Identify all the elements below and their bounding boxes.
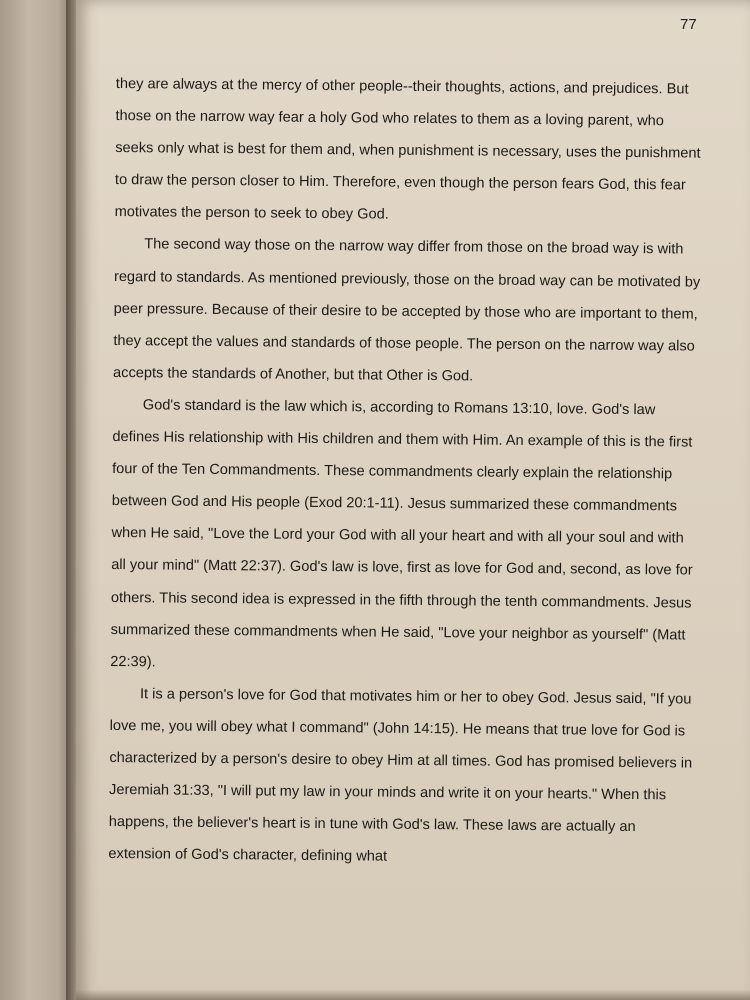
book-page	[76, 0, 750, 1000]
paragraph-4: It is a person's love for God that motivates him or her to obey God. Jesus said, "If you love me, you will obey what I command" (John 14:15). He means that true love for God is characterized by a person's desire to obey Him at all times. God has promised believers in Jeremiah 31:33, "I will put my law in your minds and write it on your hearts." When this happens, the believer's heart is in tune with God's law. These laws are actually an extension of God's character, defining what	[108, 686, 693, 865]
paragraph-1: they are always at the mercy of other people--their thoughts, actions, and prejudices. But those on the narrow way fear a holy God who relates to them as a loving parent, who seeks only what is best for them and, when punishment is necessary, uses the punishment to draw the person closer to Him. Therefore, even though the person fears God, this fear motivates the person to seek to obey God.	[114, 75, 701, 224]
paragraph-3: God's standard is the law which is, according to Romans 13:10, love. God's law defines His relationship with His children and them with Him. An example of this is the first four of the Ten Commandments. These commandments clearly explain the relationship between God and His people (Exod 20:1-11). Jesus summarized these commandments when He said, "Love the Lord your God with all your heart and with all your soul and with all your mind" (Matt 22:37). God's law is love, first as love for God and, second, as love for others. This second idea is expressed in the fifth through the tenth commandments. Jesus summarized these commandments when He said, "Love your neighbor as yourself" (Matt 22:39).	[110, 397, 693, 671]
paragraph-2: The second way those on the narrow way differ from those on the broad way is with regard to standards. As mentioned previously, those on the broad way can be motivated by peer pressure. Because of their desire to be accepted by those who are important to them, they accept the values and standards of those people. The person on the narrow way also accepts the standards of Another, but that Other is God.	[112, 236, 701, 385]
page-body	[108, 68, 704, 876]
page-number: 77	[680, 16, 697, 33]
facing-page-edge	[0, 0, 72, 1000]
page-bottom-shadow	[76, 990, 750, 1000]
